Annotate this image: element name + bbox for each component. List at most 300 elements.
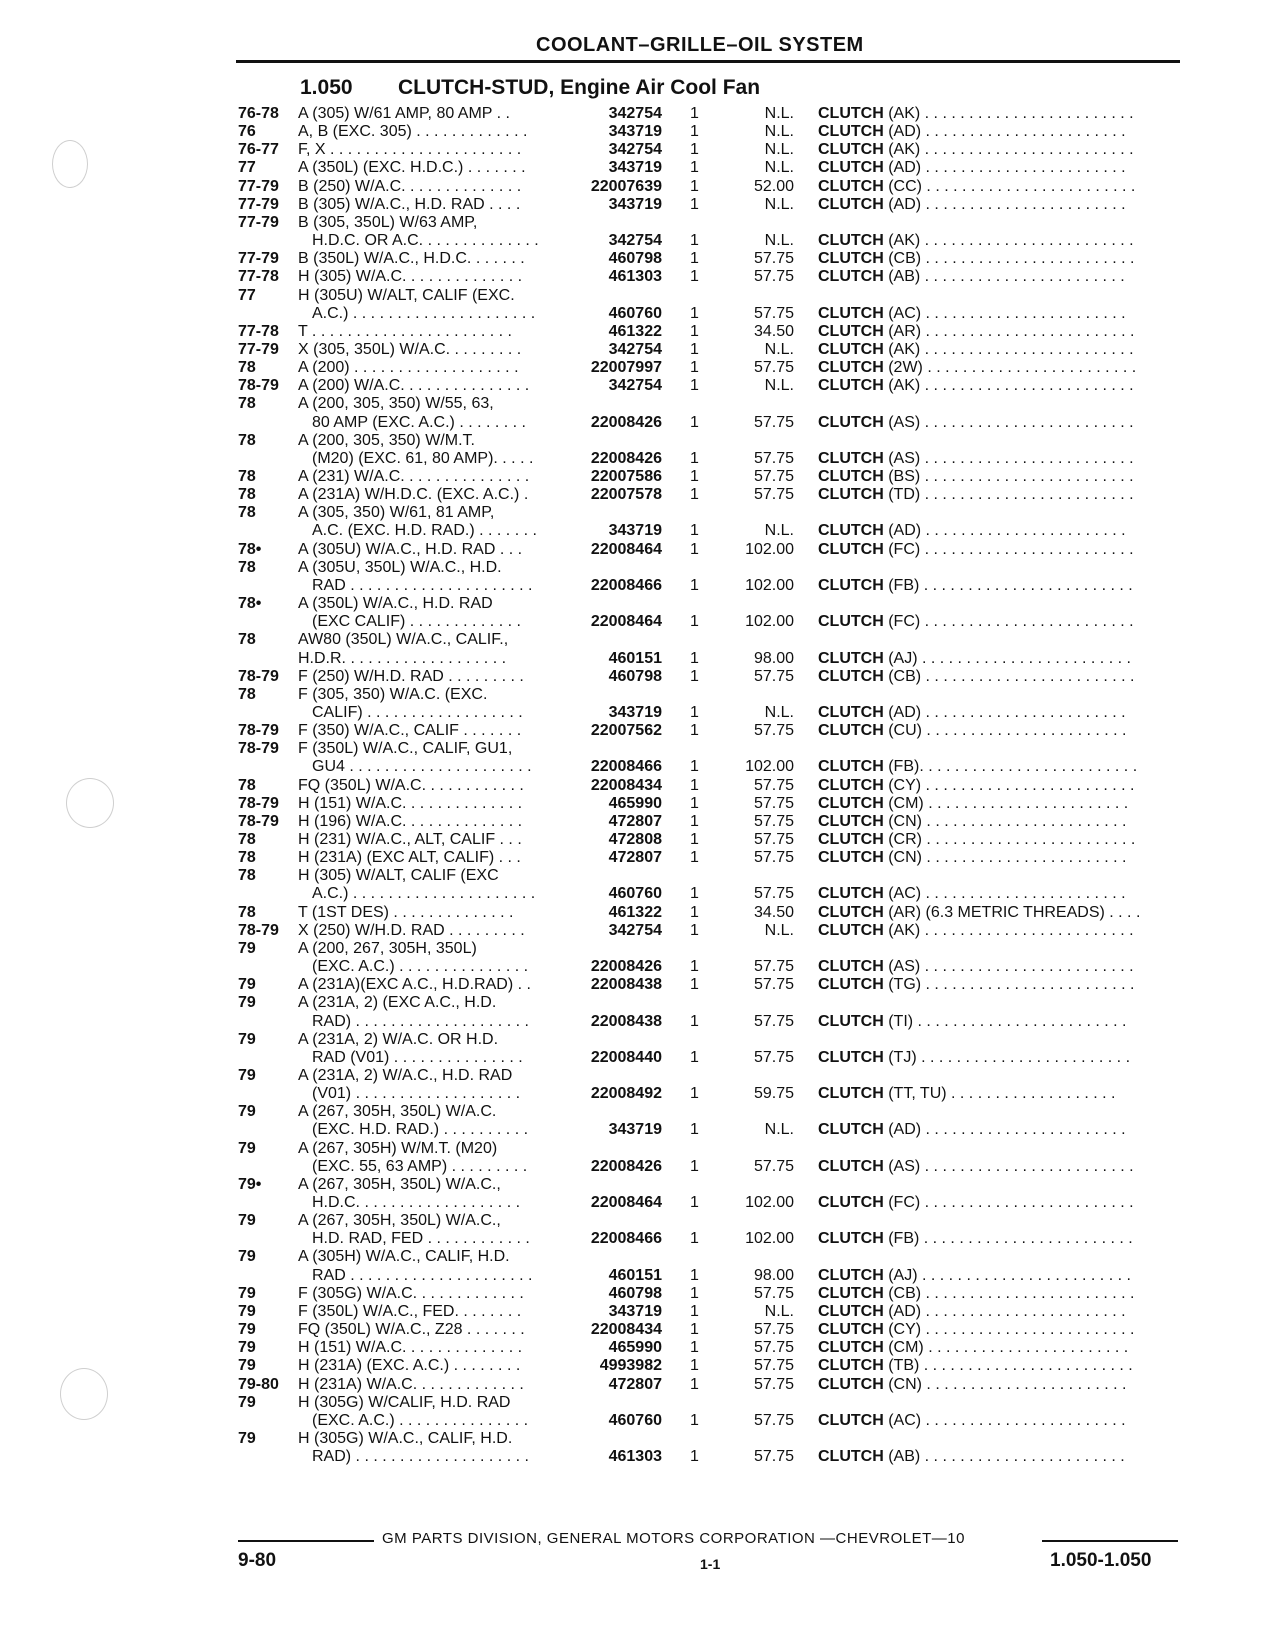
description: X (305, 350L) W/A.C. . . . . . . . . xyxy=(298,340,522,358)
part-number: 22008466 xyxy=(590,758,662,776)
description: A (200) . . . . . . . . . . . . . . . . . . . xyxy=(298,359,519,377)
model-year: 78 xyxy=(238,395,256,413)
table-row xyxy=(0,1084,1280,1103)
model-year: 79 xyxy=(238,994,256,1012)
part-number: 342754 xyxy=(608,141,662,159)
description: A (200, 305, 350) W/M.T. xyxy=(298,431,475,449)
description: A (305) W/61 AMP, 80 AMP . . xyxy=(298,105,510,122)
model-year: 78-79 xyxy=(238,812,279,830)
quantity: 1 xyxy=(690,903,699,921)
part-code: (AS) . . . . . . . . . . . . . . . . . . . . . . . . xyxy=(883,449,1134,467)
model-year: 79 xyxy=(238,1429,256,1447)
part-name: CLUTCH xyxy=(818,758,884,776)
quantity: 1 xyxy=(690,831,699,848)
part-name: CLUTCH xyxy=(818,413,884,431)
model-year: 78-79 xyxy=(238,794,279,812)
description: B (350L) W/A.C., H.D.C. . . . . . . xyxy=(298,250,525,268)
part-name: CLUTCH xyxy=(818,1048,884,1066)
quantity: 1 xyxy=(690,1302,699,1320)
part-code: (TJ) . . . . . . . . . . . . . . . . . . . . . . . . xyxy=(883,1048,1131,1066)
table-row xyxy=(0,1048,1280,1067)
part-code: (CN) . . . . . . . . . . . . . . . . . . . . . . . xyxy=(883,812,1127,830)
quantity: 1 xyxy=(690,667,699,685)
model-year: 79 xyxy=(238,1393,256,1411)
quantity: 1 xyxy=(690,849,699,867)
part-note xyxy=(818,649,1188,668)
description: A (231A) W/H.D.C. (EXC. A.C.) . xyxy=(298,486,529,504)
model-year: 79 xyxy=(238,1030,256,1048)
part-number: 460798 xyxy=(608,250,662,268)
list-price: 102.00 xyxy=(745,540,794,558)
table-row xyxy=(0,158,1280,177)
table-row xyxy=(0,467,1280,486)
header-rule xyxy=(236,60,1180,63)
part-code: (TB) . . . . . . . . . . . . . . . . . . . . . . . . xyxy=(883,1357,1133,1375)
section-title: COOLANT–GRILLE–OIL SYSTEM xyxy=(536,34,864,56)
part-name: CLUTCH xyxy=(818,159,884,177)
list-price: 34.50 xyxy=(753,903,794,921)
part-note xyxy=(818,667,1188,686)
part-note xyxy=(818,1012,1188,1031)
part-code: (AB) . . . . . . . . . . . . . . . . . . . . . . . xyxy=(883,1448,1125,1466)
part-name: CLUTCH xyxy=(818,812,884,830)
part-name: CLUTCH xyxy=(818,1448,884,1466)
table-row xyxy=(0,612,1280,631)
part-note xyxy=(818,1193,1188,1212)
part-name: CLUTCH xyxy=(818,831,884,848)
part-number: 461303 xyxy=(608,1448,662,1466)
description: A (231) W/A.C. . . . . . . . . . . . . . . xyxy=(298,468,530,485)
part-note xyxy=(818,1266,1188,1285)
part-name: CLUTCH xyxy=(818,1375,884,1393)
quantity: 1 xyxy=(690,722,699,740)
table-row xyxy=(0,1139,1280,1158)
part-note xyxy=(818,975,1188,994)
part-code: (CC) . . . . . . . . . . . . . . . . . . . . . . . . xyxy=(883,177,1136,195)
part-note xyxy=(818,703,1188,722)
quantity: 1 xyxy=(690,576,699,594)
part-note xyxy=(818,794,1188,813)
table-row xyxy=(0,776,1280,795)
list-price: 57.75 xyxy=(753,849,794,867)
table-row xyxy=(0,1393,1280,1412)
part-name: CLUTCH xyxy=(818,849,884,867)
description: H.D.C. . . . . . . . . . . . . . . . . . . xyxy=(312,1194,521,1211)
model-year: 79 xyxy=(238,1357,256,1375)
part-code: (CY) . . . . . . . . . . . . . . . . . . . . . . . . xyxy=(883,776,1135,794)
table-row xyxy=(0,413,1280,432)
model-year: 79-80 xyxy=(238,1375,279,1393)
list-price: 57.75 xyxy=(753,1284,794,1302)
part-name: CLUTCH xyxy=(818,1357,884,1375)
part-note xyxy=(818,485,1188,504)
part-number: 22007997 xyxy=(590,359,662,377)
description: T (1ST DES) . . . . . . . . . . . . . . xyxy=(298,903,514,921)
table-row xyxy=(0,957,1280,976)
table-row xyxy=(0,104,1280,123)
part-note xyxy=(818,158,1188,177)
table-row xyxy=(0,1338,1280,1357)
part-name: CLUTCH xyxy=(818,468,884,485)
table-row xyxy=(0,1266,1280,1285)
table-row xyxy=(0,794,1280,813)
model-year: 77-79 xyxy=(238,195,279,213)
part-note xyxy=(818,830,1188,849)
description: H (231A) W/A.C. . . . . . . . . . . . . xyxy=(298,1375,524,1393)
quantity: 1 xyxy=(690,1121,699,1139)
description: FQ (350L) W/A.C., Z28 . . . . . . . xyxy=(298,1321,525,1338)
part-number: 22008438 xyxy=(590,1012,662,1030)
description: H (305G) W/CALIF, H.D. RAD xyxy=(298,1393,511,1411)
part-note xyxy=(818,322,1188,341)
table-row xyxy=(0,1030,1280,1049)
part-name: CLUTCH xyxy=(818,1157,884,1175)
description: A (231A, 2) W/A.C. OR H.D. xyxy=(298,1030,499,1048)
description: A.C.) . . . . . . . . . . . . . . . . . . . . . xyxy=(312,304,536,322)
description: A (231A, 2) W/A.C., H.D. RAD xyxy=(298,1066,513,1084)
part-code: (AC) . . . . . . . . . . . . . . . . . . . . . . . xyxy=(883,885,1126,903)
part-number: 465990 xyxy=(608,1339,662,1357)
part-name: CLUTCH xyxy=(818,703,884,721)
quantity: 1 xyxy=(690,250,699,268)
part-name: CLUTCH xyxy=(818,377,884,395)
footer-range: 1.050-1.050 xyxy=(1050,1550,1152,1571)
table-row xyxy=(0,122,1280,141)
part-name: CLUTCH xyxy=(818,903,884,921)
description: A (305, 350) W/61, 81 AMP, xyxy=(298,504,495,522)
table-row xyxy=(0,376,1280,395)
description: RAD) . . . . . . . . . . . . . . . . . . . . xyxy=(312,1012,529,1030)
description: H (231A) (EXC ALT, CALIF) . . . xyxy=(298,849,521,867)
description: H (231A) (EXC. A.C.) . . . . . . . . xyxy=(298,1357,521,1375)
part-note xyxy=(818,521,1188,540)
table-row xyxy=(0,267,1280,286)
table-row xyxy=(0,521,1280,540)
table-row xyxy=(0,286,1280,305)
description: RAD (V01) . . . . . . . . . . . . . . . xyxy=(312,1048,523,1066)
part-name: CLUTCH xyxy=(818,1302,884,1320)
part-number: 460760 xyxy=(608,885,662,903)
part-number: 22008492 xyxy=(590,1085,662,1103)
part-code: (CY) . . . . . . . . . . . . . . . . . . . . . . . . xyxy=(883,1321,1135,1338)
description: A (200) W/A.C. . . . . . . . . . . . . . . xyxy=(298,377,530,395)
group-title: CLUTCH-STUD, Engine Air Cool Fan xyxy=(398,76,761,99)
part-note xyxy=(818,884,1188,903)
description: RAD . . . . . . . . . . . . . . . . . . . . . xyxy=(312,1266,533,1284)
part-name: CLUTCH xyxy=(818,1194,884,1211)
part-name: CLUTCH xyxy=(818,1012,884,1030)
part-code: (AR) . . . . . . . . . . . . . . . . . . . . . . . . xyxy=(883,322,1135,340)
description: H (305G) W/A.C., CALIF, H.D. xyxy=(298,1429,513,1447)
description: A.C.) . . . . . . . . . . . . . . . . . . . . . xyxy=(312,885,536,903)
model-year: 79 xyxy=(238,1066,256,1084)
part-name: CLUTCH xyxy=(818,304,884,322)
quantity: 1 xyxy=(690,232,699,249)
part-note xyxy=(818,721,1188,740)
description: B (305) W/A.C., H.D. RAD . . . . xyxy=(298,195,521,213)
part-name: CLUTCH xyxy=(818,232,884,249)
list-price: 57.75 xyxy=(753,885,794,903)
quantity: 1 xyxy=(690,159,699,177)
part-name: CLUTCH xyxy=(818,613,884,631)
description: F (305, 350) W/A.C. (EXC. xyxy=(298,685,488,703)
model-year: 78 xyxy=(238,831,256,848)
list-price: 57.75 xyxy=(753,1357,794,1375)
footer-rule-right xyxy=(1042,1540,1178,1542)
part-name: CLUTCH xyxy=(818,540,884,558)
part-name: CLUTCH xyxy=(818,359,884,377)
part-code: (AS) . . . . . . . . . . . . . . . . . . . . . . . . xyxy=(883,413,1134,431)
part-code: (FC) . . . . . . . . . . . . . . . . . . . . . . . . xyxy=(883,1194,1134,1211)
list-price: N.L. xyxy=(764,1121,794,1139)
part-code: (CM) . . . . . . . . . . . . . . . . . . . . . . . xyxy=(883,794,1129,812)
model-year: 77 xyxy=(238,159,256,177)
part-note xyxy=(818,540,1188,559)
list-price: 57.75 xyxy=(753,812,794,830)
quantity: 1 xyxy=(690,468,699,485)
part-note xyxy=(818,1338,1188,1357)
table-row xyxy=(0,431,1280,450)
quantity: 1 xyxy=(690,1321,699,1338)
part-name: CLUTCH xyxy=(818,141,884,159)
part-number: 460760 xyxy=(608,304,662,322)
part-code: (AD) . . . . . . . . . . . . . . . . . . . . . . . xyxy=(883,159,1126,177)
table-row xyxy=(0,358,1280,377)
part-number: 461303 xyxy=(608,268,662,286)
table-row xyxy=(0,812,1280,831)
list-price: N.L. xyxy=(764,1302,794,1320)
quantity: 1 xyxy=(690,794,699,812)
list-price: 102.00 xyxy=(745,1230,794,1248)
list-price: 57.75 xyxy=(753,958,794,975)
part-note xyxy=(818,848,1188,867)
description: A (200, 305, 350) W/55, 63, xyxy=(298,395,494,413)
part-number: 343719 xyxy=(608,703,662,721)
part-name: CLUTCH xyxy=(818,340,884,358)
quantity: 1 xyxy=(690,123,699,141)
model-year: 78 xyxy=(238,867,256,885)
model-year: 79 xyxy=(238,1248,256,1266)
part-number: 342754 xyxy=(608,232,662,249)
part-number: 22008426 xyxy=(590,413,662,431)
table-row xyxy=(0,1102,1280,1121)
list-price: 98.00 xyxy=(753,1266,794,1284)
table-row xyxy=(0,757,1280,776)
description: H (151) W/A.C. . . . . . . . . . . . . . xyxy=(298,794,523,812)
description: (EXC. H.D. RAD.) . . . . . . . . . . xyxy=(312,1121,529,1139)
part-name: CLUTCH xyxy=(818,449,884,467)
table-row xyxy=(0,140,1280,159)
part-name: CLUTCH xyxy=(818,576,884,594)
part-code: (AK) . . . . . . . . . . . . . . . . . . . . . . . . xyxy=(883,141,1134,159)
model-year: 78-79 xyxy=(238,667,279,685)
quantity: 1 xyxy=(690,1411,699,1429)
part-name: CLUTCH xyxy=(818,1266,884,1284)
table-row xyxy=(0,322,1280,341)
table-row xyxy=(0,1193,1280,1212)
list-price: 98.00 xyxy=(753,649,794,667)
model-year: 78-79 xyxy=(238,377,279,395)
part-note xyxy=(818,1302,1188,1321)
footer-page-number: 1-1 xyxy=(700,1556,721,1572)
model-year: 79 xyxy=(238,1139,256,1157)
part-note xyxy=(818,576,1188,595)
description: RAD) . . . . . . . . . . . . . . . . . . . . xyxy=(312,1448,529,1466)
table-row xyxy=(0,848,1280,867)
quantity: 1 xyxy=(690,1012,699,1030)
part-code: (AS) . . . . . . . . . . . . . . . . . . . . . . . . xyxy=(883,1157,1134,1175)
part-number: 343719 xyxy=(608,1302,662,1320)
part-number: 22007578 xyxy=(590,486,662,504)
description: (EXC. A.C.) . . . . . . . . . . . . . . . xyxy=(312,1411,529,1429)
quantity: 1 xyxy=(690,1375,699,1393)
quantity: 1 xyxy=(690,758,699,776)
list-price: N.L. xyxy=(764,377,794,395)
list-price: 57.75 xyxy=(753,776,794,794)
description: F (350L) W/A.C., CALIF, GU1, xyxy=(298,740,513,758)
part-name: CLUTCH xyxy=(818,1284,884,1302)
description: A.C. (EXC. H.D. RAD.) . . . . . . . xyxy=(312,522,537,540)
part-number: 472807 xyxy=(608,849,662,867)
part-number: 343719 xyxy=(608,195,662,213)
description: X (250) W/H.D. RAD . . . . . . . . . xyxy=(298,921,525,939)
part-code: (FB). . . . . . . . . . . . . . . . . . . . . . . . . xyxy=(883,758,1138,776)
description: H.D.C. OR A.C. . . . . . . . . . . . . . xyxy=(312,232,539,249)
table-row xyxy=(0,667,1280,686)
table-row xyxy=(0,540,1280,559)
part-note xyxy=(818,812,1188,831)
part-name: CLUTCH xyxy=(818,976,884,994)
part-note xyxy=(818,957,1188,976)
part-code: (FC) . . . . . . . . . . . . . . . . . . . . . . . . xyxy=(883,540,1134,558)
list-price: 34.50 xyxy=(753,322,794,340)
part-number: 22008466 xyxy=(590,576,662,594)
part-name: CLUTCH xyxy=(818,649,884,667)
model-year: 77-79 xyxy=(238,340,279,358)
model-year: 76-78 xyxy=(238,105,279,122)
part-number: 22008434 xyxy=(590,776,662,794)
model-year: 78 xyxy=(238,776,256,794)
list-price: N.L. xyxy=(764,340,794,358)
quantity: 1 xyxy=(690,540,699,558)
part-name: CLUTCH xyxy=(818,322,884,340)
list-price: 57.75 xyxy=(753,1012,794,1030)
quantity: 1 xyxy=(690,1085,699,1103)
list-price: N.L. xyxy=(764,522,794,540)
list-price: 57.75 xyxy=(753,1448,794,1466)
list-price: N.L. xyxy=(764,195,794,213)
part-code: (2W) . . . . . . . . . . . . . . . . . . . . . . . . xyxy=(883,359,1137,377)
list-price: 57.75 xyxy=(753,1321,794,1338)
part-note xyxy=(818,1229,1188,1248)
part-note xyxy=(818,413,1188,432)
part-note xyxy=(818,140,1188,159)
description: A (267, 305H) W/M.T. (M20) xyxy=(298,1139,498,1157)
model-year: 77-78 xyxy=(238,268,279,286)
part-code: (TT, TU) . . . . . . . . . . . . . . . . . . . xyxy=(883,1085,1116,1103)
part-name: CLUTCH xyxy=(818,667,884,685)
list-price: 57.75 xyxy=(753,449,794,467)
model-year: 78-79 xyxy=(238,722,279,740)
part-code: (AK) . . . . . . . . . . . . . . . . . . . . . . . . xyxy=(883,340,1134,358)
description: A (231A)(EXC A.C., H.D.RAD) . . xyxy=(298,976,531,994)
list-price: 102.00 xyxy=(745,758,794,776)
quantity: 1 xyxy=(690,359,699,377)
table-row xyxy=(0,213,1280,232)
part-number: 460151 xyxy=(608,649,662,667)
part-note xyxy=(818,903,1188,922)
part-code: (FC) . . . . . . . . . . . . . . . . . . . . . . . . xyxy=(883,613,1134,631)
part-note xyxy=(818,376,1188,395)
quantity: 1 xyxy=(690,976,699,994)
description: CALIF) . . . . . . . . . . . . . . . . . . xyxy=(312,703,523,721)
model-year: 78• xyxy=(238,595,262,612)
list-price: 57.75 xyxy=(753,304,794,322)
table-row xyxy=(0,558,1280,577)
description: FQ (350L) W/A.C. . . . . . . . . . . . xyxy=(298,776,524,794)
part-number: 4993982 xyxy=(599,1357,662,1375)
description: A (200, 267, 305H, 350L) xyxy=(298,939,477,957)
list-price: 57.75 xyxy=(753,359,794,377)
description: RAD . . . . . . . . . . . . . . . . . . . . . xyxy=(312,576,533,594)
table-row xyxy=(0,721,1280,740)
description: B (305, 350L) W/63 AMP, xyxy=(298,213,478,231)
part-code: (AD) . . . . . . . . . . . . . . . . . . . . . . . xyxy=(883,522,1126,540)
quantity: 1 xyxy=(690,776,699,794)
table-row xyxy=(0,1447,1280,1466)
model-year: 78 xyxy=(238,631,256,649)
description: A (350L) W/A.C., H.D. RAD xyxy=(298,595,493,612)
model-year: 77-79 xyxy=(238,213,279,231)
part-code: (AJ) . . . . . . . . . . . . . . . . . . . . . . . . xyxy=(883,1266,1131,1284)
group-number: 1.050 xyxy=(300,76,353,99)
description: (EXC. 55, 63 AMP) . . . . . . . . . xyxy=(312,1157,528,1175)
table-row xyxy=(0,485,1280,504)
description: H (305U) W/ALT, CALIF (EXC. xyxy=(298,286,515,304)
model-year: 78 xyxy=(238,431,256,449)
part-note xyxy=(818,1048,1188,1067)
footer-publisher: GM PARTS DIVISION, GENERAL MOTORS CORPORATION —CHEVROLET—10 xyxy=(382,1530,965,1547)
description: 80 AMP (EXC. A.C.) . . . . . . . . xyxy=(312,413,526,431)
part-number: 342754 xyxy=(608,377,662,395)
quantity: 1 xyxy=(690,486,699,504)
part-number: 342754 xyxy=(608,921,662,939)
quantity: 1 xyxy=(690,377,699,395)
quantity: 1 xyxy=(690,449,699,467)
table-row xyxy=(0,1211,1280,1230)
part-code: (TD) . . . . . . . . . . . . . . . . . . . . . . . . xyxy=(883,486,1134,504)
part-note xyxy=(818,340,1188,359)
model-year: 79 xyxy=(238,1103,256,1121)
model-year: 79 xyxy=(238,939,256,957)
table-row xyxy=(0,1157,1280,1176)
part-note xyxy=(818,1356,1188,1375)
table-row xyxy=(0,1375,1280,1394)
part-code: (FB) . . . . . . . . . . . . . . . . . . . . . . . . xyxy=(883,576,1133,594)
quantity: 1 xyxy=(690,812,699,830)
footer-date: 9-80 xyxy=(238,1550,277,1571)
part-code: (AB) . . . . . . . . . . . . . . . . . . . . . . . xyxy=(883,268,1125,286)
quantity: 1 xyxy=(690,304,699,322)
description: (V01) . . . . . . . . . . . . . . . . . . . xyxy=(312,1085,521,1103)
table-row xyxy=(0,649,1280,668)
list-price: 57.75 xyxy=(753,1048,794,1066)
part-note xyxy=(818,1411,1188,1430)
table-row xyxy=(0,1284,1280,1303)
description: A (267, 305H, 350L) W/A.C., xyxy=(298,1175,501,1193)
quantity: 1 xyxy=(690,1357,699,1375)
description: F (350L) W/A.C., FED. . . . . . . . xyxy=(298,1302,522,1320)
